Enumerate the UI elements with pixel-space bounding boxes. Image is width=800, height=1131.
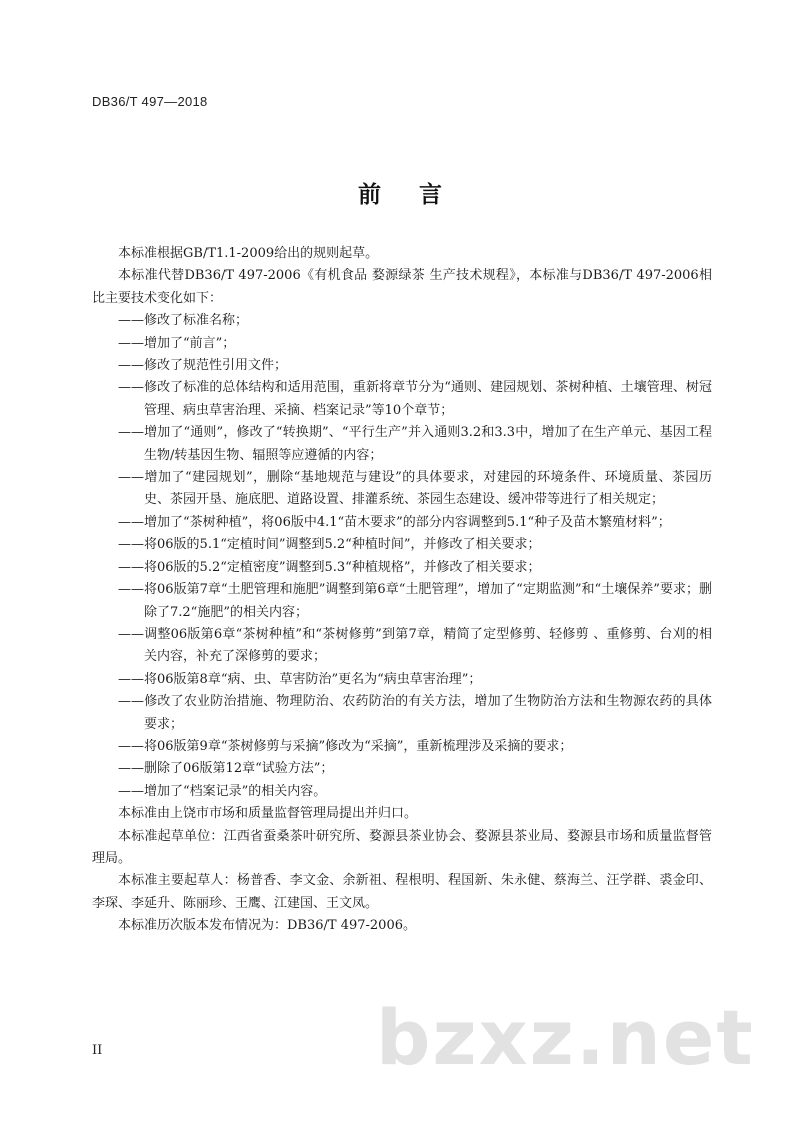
document-code: DB36/T 497—2018 <box>92 94 208 109</box>
change-list-item: ——增加了“茶树种植”，将06版中4.1“苗木要求”的部分内容调整到5.1“种子及苗木繁殖材料”； <box>118 514 671 530</box>
change-list-item: ——增加了“档案记录”的相关内容。 <box>118 783 327 799</box>
closing-paragraph: 本标准由上饶市市场和质量监督管理局提出并归口。 <box>118 806 418 822</box>
closing-paragraph: 本标准历次版本发布情况为：DB36/T 497-2006。 <box>118 918 416 934</box>
change-list-item: ——修改了标准的总体结构和适用范围，重新将章节分为“通则、建园规划、茶树种植、土壤管理、树冠管理、病虫草害治理、采摘、档案记录”等10个章节； <box>118 380 712 418</box>
change-list-item: ——将06版第7章“土肥管理和施肥”调整到第6章“土肥管理”，增加了“定期监测”和“土壤保养”要求；删除了7.2“施肥”的相关内容； <box>118 582 712 620</box>
change-list-item: ——修改了农业防治措施、物理防治、农药防治的有关方法，增加了生物防治方法和生物源农药的具体要求； <box>118 694 712 732</box>
change-list-item: ——增加了“前言”； <box>118 335 236 351</box>
intro-paragraph: 本标准根据GB/T1.1-2009给出的规则起草。 <box>118 246 379 261</box>
change-list-item: ——调整06版第6章“茶树种植”和“茶树修剪”到第7章，精简了定型修剪、轻修剪 、重修剪、台刈的相关内容，补充了深修剪的要求； <box>118 626 712 665</box>
change-list-item: ——将06版的5.1“定植时间”调整到5.2“种植时间”，并修改了相关要求； <box>118 537 541 553</box>
change-list-item: ——增加了“通则”，修改了“转换期”、“平行生产”并入通则3.2和3.3中，增加了在生产单元、基因工程生物/转基因生物、辐照等应遵循的内容； <box>118 425 712 463</box>
page-number: II <box>92 1043 103 1058</box>
change-list-item: ——将06版第8章“病、虫、草害防治”更名为“病虫草害治理”； <box>118 671 482 687</box>
change-list-item: ——修改了规范性引用文件； <box>118 358 288 374</box>
foreword-body <box>92 243 712 938</box>
closing-paragraph: 本标准主要起草人：杨普香、李文金、余新祖、程根明、程国新、朱永健、蔡海兰、汪学群、裘金印、李琛、李延升、陈丽珍、王鹰、江建国、王文凤。 <box>92 873 712 911</box>
closing-paragraph: 本标准起草单位：江西省蚕桑茶叶研究所、婺源县茶业协会、婺源县茶业局、婺源县市场和质量监督管理局。 <box>92 828 712 866</box>
change-list-item: ——将06版第9章“茶树修剪与采摘”修改为“采摘”，重新梳理涉及采摘的要求； <box>118 738 573 754</box>
watermark: bzxz.net <box>376 993 755 1082</box>
change-list-item: ——修改了标准名称； <box>118 313 249 329</box>
change-list-item: ——增加了“建园规划”，删除“基地规范与建设”的具体要求，对建园的环境条件、环境质量、茶园历史、茶园开垦、施底肥、道路设置、排灌系统、茶园生态建设、缓冲带等进行了相关规定； <box>118 470 712 508</box>
intro-paragraph: 本标准代替DB36/T 497-2006《有机食品 婺源绿茶 生产技术规程》，本标准与DB36/T 497-2006相比主要技术变化如下： <box>92 268 712 306</box>
change-list-item: ——删除了06版第12章“试验方法”； <box>118 761 334 777</box>
page-title: 前言 <box>358 182 480 208</box>
change-list-item: ——将06版的5.2“定植密度”调整到5.3“种植规格”，并修改了相关要求； <box>118 559 541 575</box>
